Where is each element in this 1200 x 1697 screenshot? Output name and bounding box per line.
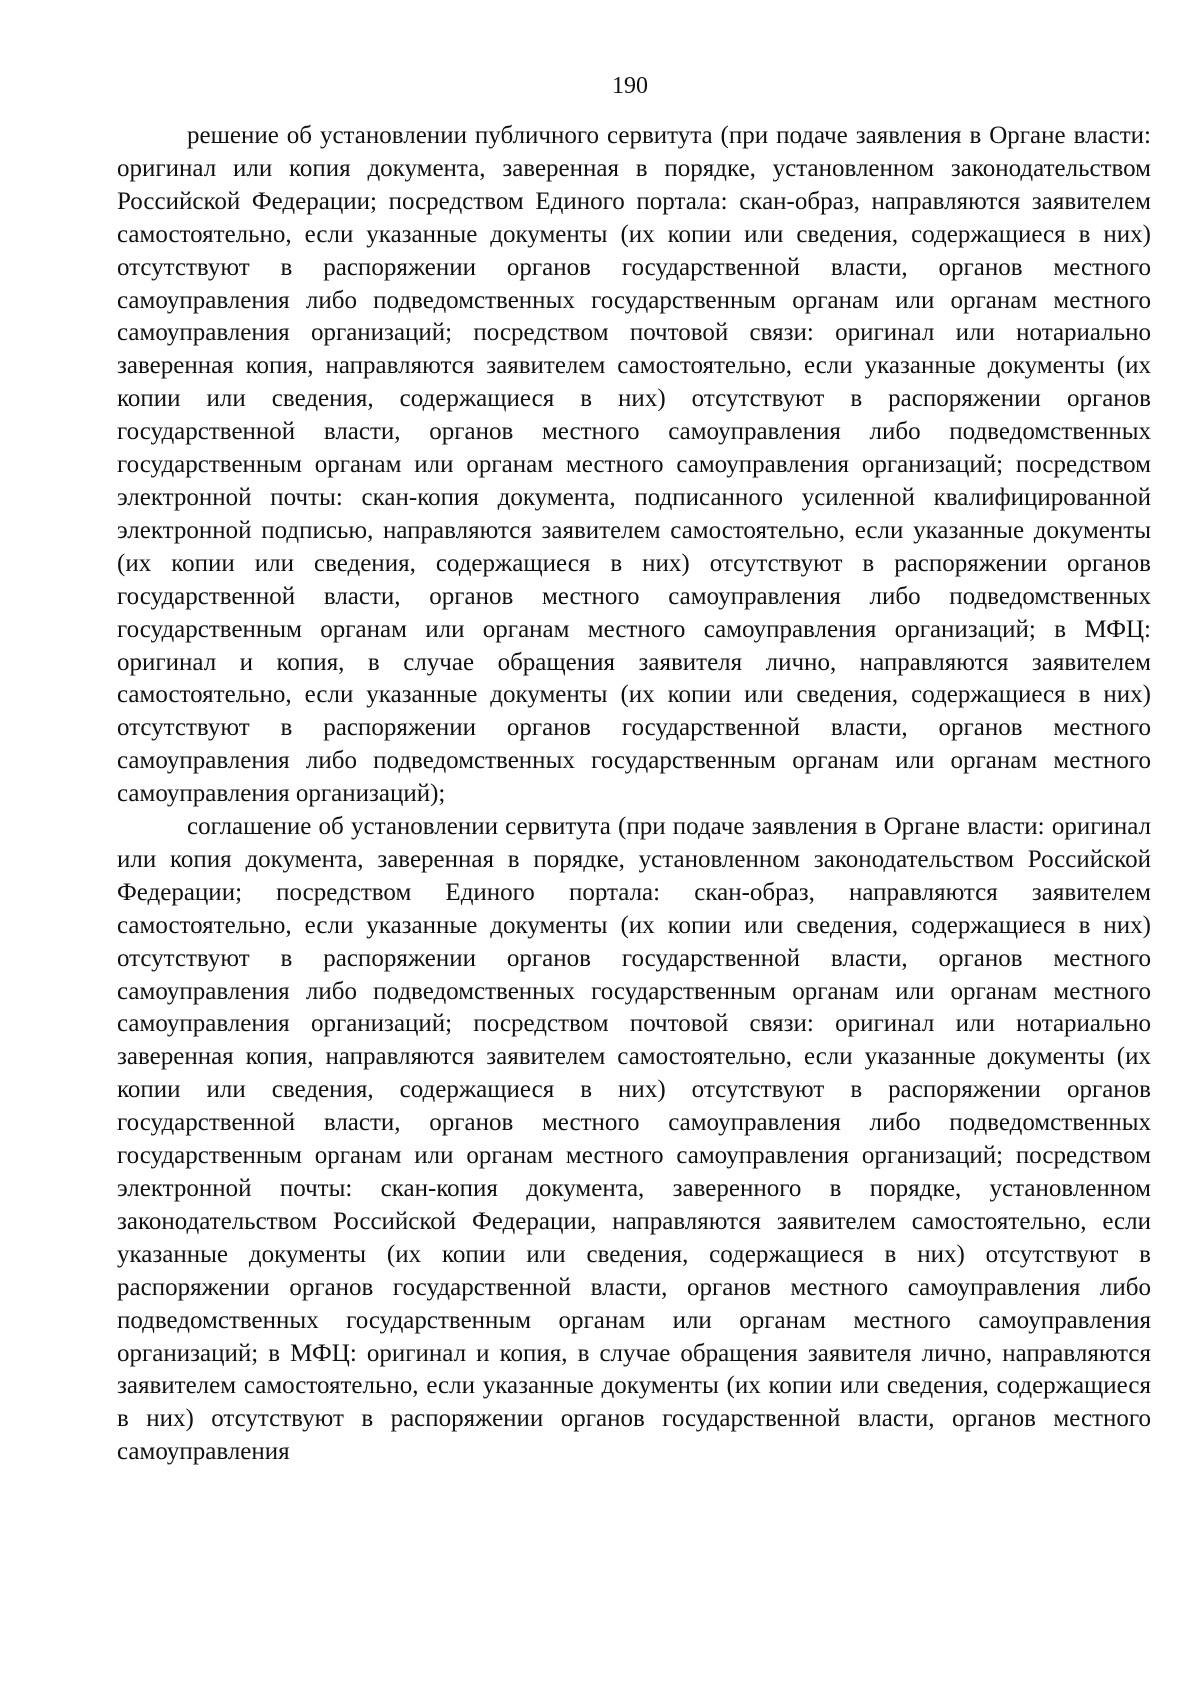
document-body bbox=[117, 120, 1151, 1469]
paragraph-public-servitude-decision: решение об установлении публичного сервитута (при подаче заявления в Органе власти: оригинал или копия документа, заверенная в порядке, установленном законодательством Российской Федерации; посредством Единого портала: скан-образ, направляются заявителем самостоятельно, если указанные документы (их копии или сведения, содержащиеся в них) отсутствуют в распоряжении органов государственной власти, органов местного самоуправления либо подведомственных государственным органам или органам местного самоуправления организаций; посредством почтовой связи: оригинал или нотариально заверенная копия, направляются заявителем самостоятельно, если указанные документы (их копии или сведения, содержащиеся в них) отсутствуют в распоряжении органов государственной власти, органов местного самоуправления либо подведомственных государственным органам или органам местного самоуправления организаций; посредством электронной почты: скан-копия документа, подписанного усиленной квалифицированной электронной подписью, направляются заявителем самостоятельно, если указанные документы (их копии или сведения, содержащиеся в них) отсутствуют в распоряжении органов государственной власти, органов местного самоуправления либо подведомственных государственным органам или органам местного самоуправления организаций; в МФЦ: оригинал и копия, в случае обращения заявителя лично, направляются заявителем самостоятельно, если указанные документы (их копии или сведения, содержащиеся в них) отсутствуют в распоряжении органов государственной власти, органов местного самоуправления либо подведомственных государственным органам или органам местного самоуправления организаций); bbox=[117, 122, 1151, 808]
page-number: 190 bbox=[612, 73, 648, 99]
paragraph-servitude-agreement: соглашение об установлении сервитута (при подаче заявления в Органе власти: оригинал или копия документа, заверенная в порядке, установленном законодательством Российской Федерации; посредством Единого портала: скан-образ, направляются заявителем самостоятельно, если указанные документы (их копии или сведения, содержащиеся в них) отсутствуют в распоряжении органов государственной власти, органов местного самоуправления либо подведомственных государственным органам или органам местного самоуправления организаций; посредством почтовой связи: оригинал или нотариально заверенная копия, направляются заявителем самостоятельно, если указанные документы (их копии или сведения, содержащиеся в них) отсутствуют в распоряжении органов государственной власти, органов местного самоуправления либо подведомственных государственным органам или органам местного самоуправления организаций; посредством электронной почты: скан-копия документа, заверенного в порядке, установленном законодательством Российской Федерации, направляются заявителем самостоятельно, если указанные документы (их копии или сведения, содержащиеся в них) отсутствуют в распоряжении органов государственной власти, органов местного самоуправления либо подведомственных государственным органам или органам местного самоуправления организаций; в МФЦ: оригинал и копия, в случае обращения заявителя лично, направляются заявителем самостоятельно, если указанные документы (их копии или сведения, содержащиеся в них) отсутствуют в распоряжении органов государственной власти, органов местного самоуправления bbox=[117, 813, 1151, 1466]
